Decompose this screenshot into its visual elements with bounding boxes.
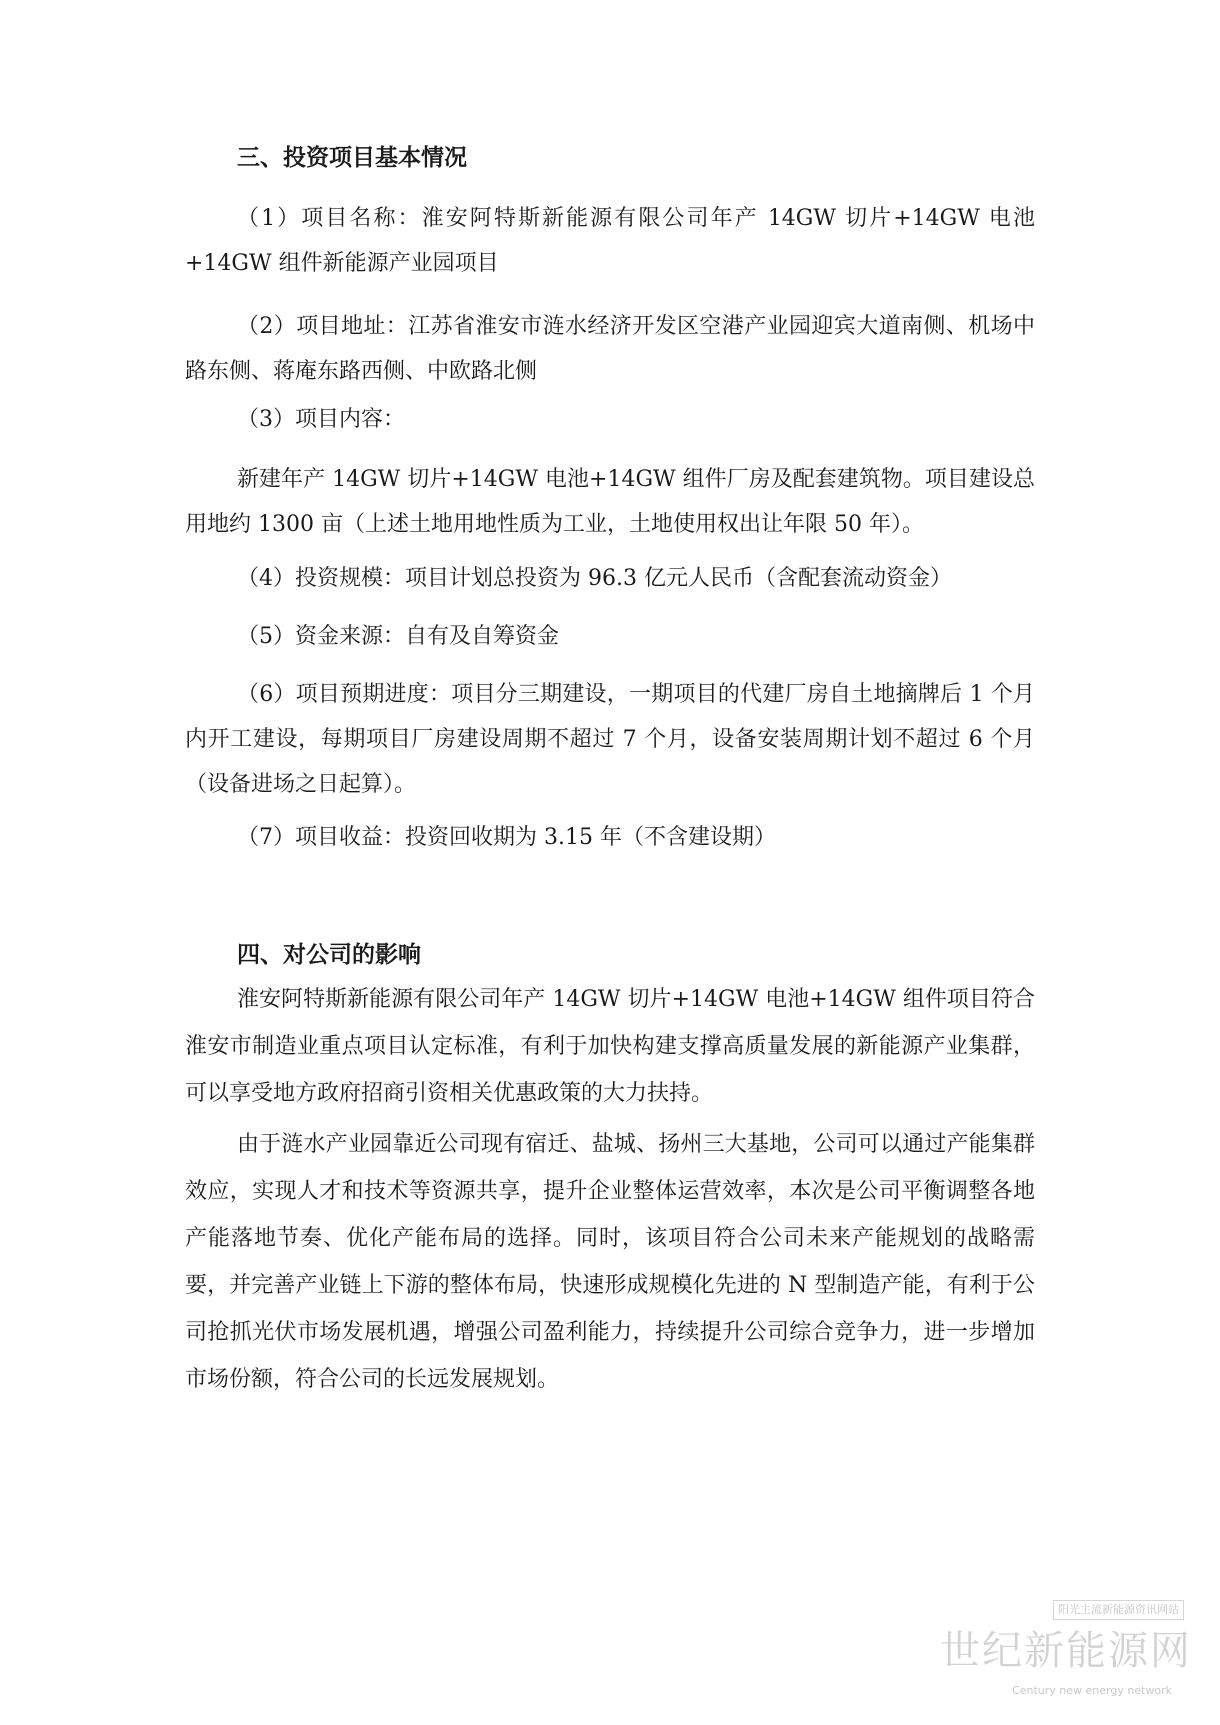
item-7-return: （7）项目收益：投资回收期为 3.15 年（不含建设期） [237,825,776,850]
item-6-schedule: （6）项目预期进度：项目分三期建设，一期项目的代建厂房自土地摘牌后 1 个月内开工建设，每期项目厂房建设周期不超过 7 个月，设备安装周期计划不超过 6 个月（设备进场之日起算）。 [185,682,1035,797]
item-1-project-name: （1）项目名称：淮安阿特斯新能源有限公司年产 14GW 切片+14GW 电池+14GW 组件新能源产业园项目 [185,206,1035,276]
item-3-project-content: 新建年产 14GW 切片+14GW 电池+14GW 组件厂房及配套建筑物。项目建设总用地约 1300 亩（上述土地用地性质为工业，土地使用权出让年限 50 年）。 [185,467,1035,537]
watermark-tagline: 阳光主流新能源资讯网站 [1053,1600,1184,1620]
watermark-subtitle: Century new energy network [1012,1684,1172,1697]
section-4-heading: 四、对公司的影响 [237,942,421,968]
item-2-project-address: （2）项目地址：江苏省淮安市涟水经济开发区空港产业园迎宾大道南侧、机场中路东侧、蒋庵东路西侧、中欧路北侧 [185,314,1035,384]
item-3-label: （3）项目内容： [237,407,405,432]
item-4-investment-scale: （4）投资规模：项目计划总投资为 96.3 亿元人民币（含配套流动资金） [237,566,952,591]
watermark-logo [940,1600,1202,1715]
impact-paragraph-2: 由于涟水产业园靠近公司现有宿迁、盐城、扬州三大基地，公司可以通过产能集群效应，实现人才和技术等资源共享，提升企业整体运营效率，本次是公司平衡调整各地产能落地节奏、优化产能布局的选择。同时，该项目符合公司未来产能规划的战略需要，并完善产业链上下游的整体布局，快速形成规模化先进的 N 型制造产能，有利于公司抢抓光伏市场发展机遇，增强公司盈利能力，持续提升公司综合竞争力，进一步增加市场份额，符合公司的长远发展规划。 [185,1132,1035,1392]
watermark-name: 世纪新能源网 [940,1628,1192,1674]
impact-paragraph-1: 淮安阿特斯新能源有限公司年产 14GW 切片+14GW 电池+14GW 组件项目符合淮安市制造业重点项目认定标准，有利于加快构建支撑高质量发展的新能源产业集群，可以享受地方政府招商引资相关优惠政策的大力扶持。 [185,987,1035,1106]
section-3-heading: 三、投资项目基本情况 [237,145,467,171]
item-5-fund-source: （5）资金来源：自有及自筹资金 [237,624,559,649]
